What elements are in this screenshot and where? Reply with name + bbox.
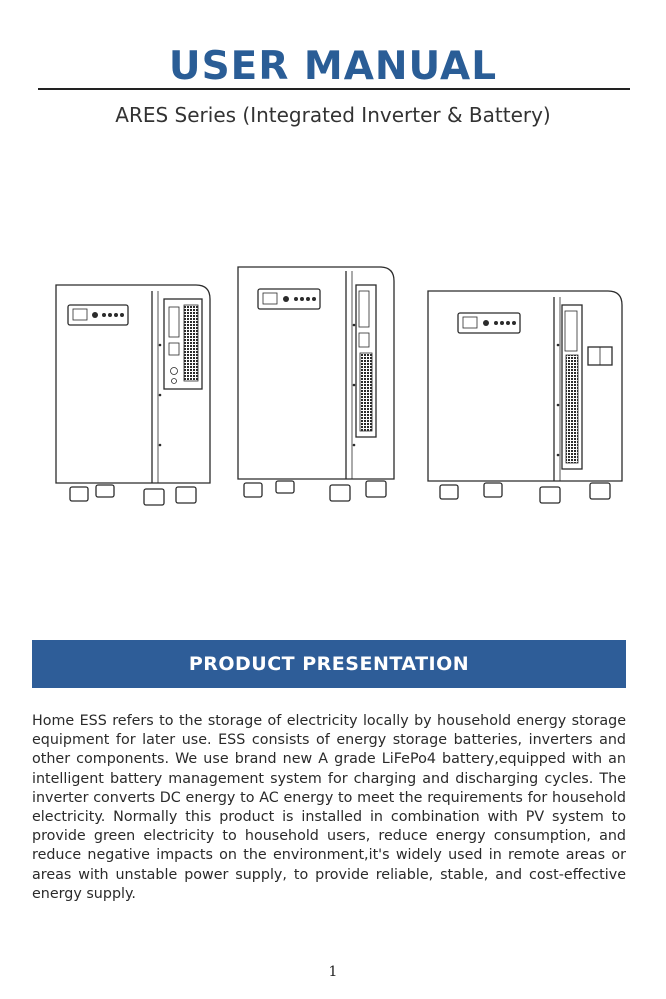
section-body: Home ESS refers to the storage of electricity locally by household energy storage equipment for later use. ESS consists of energy storage batteries, inverters and other components. We use brand new A grade LiFePo4 battery,equipped with an intelligent battery management system for charging and discharging cycles. The inverter converts DC energy to AC energy to meet the requirements for household electricity. Normally this product is installed in combination with PV system to provide green electricity to household users, reduce energy consumption, and reduce negative impacts on the environment,it's widely used in remote areas or areas with unstable power supply, to provide reliable, stable, and cost-effective energy supply. [32,713,626,902]
product-illustration [40,255,630,520]
section-heading: PRODUCT PRESENTATION [188,653,470,675]
section-banner [32,640,626,688]
unit-right [428,291,622,503]
manual-subtitle: ARES Series (Integrated Inverter & Battery) [115,103,551,127]
page-number: 1 [328,964,338,980]
manual-title: USER MANUAL [168,44,498,89]
unit-left [56,285,210,505]
unit-center [238,267,394,501]
title-rule [38,88,630,90]
